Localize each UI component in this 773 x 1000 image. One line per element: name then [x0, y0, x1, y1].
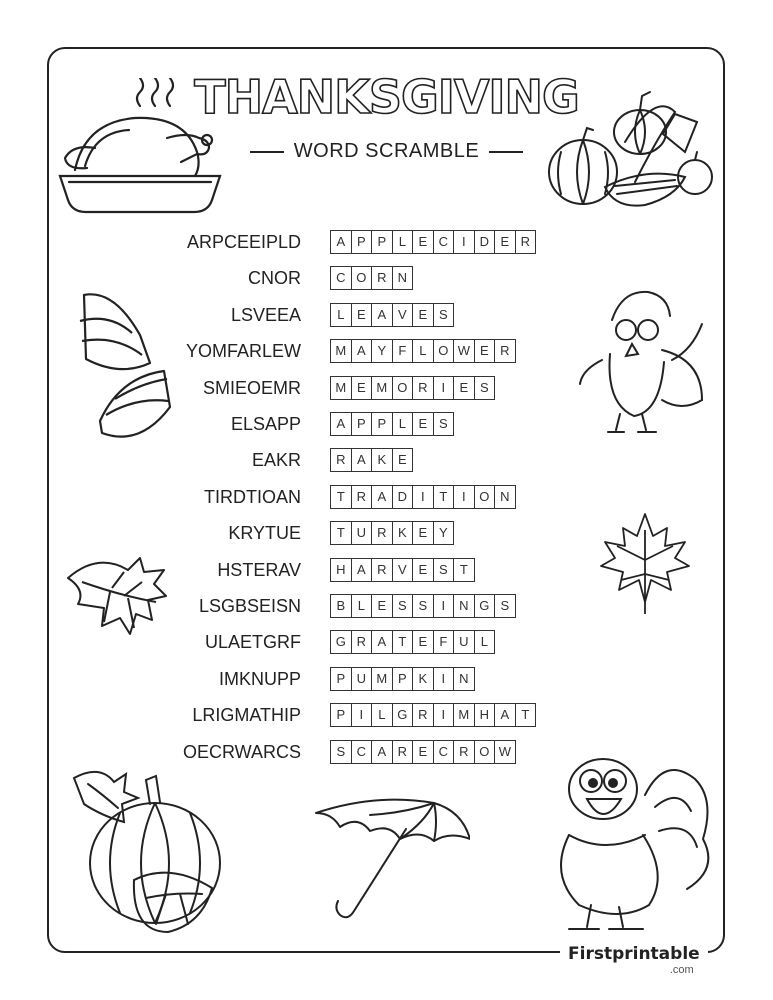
letter-box: K — [371, 448, 393, 472]
letter-box: S — [412, 594, 434, 618]
letter-box: E — [351, 376, 373, 400]
subtitle-dash-right — [489, 151, 523, 153]
letter-box: S — [330, 740, 352, 764]
letter-box: P — [330, 703, 352, 727]
letter-box: I — [351, 703, 373, 727]
puzzle-row — [0, 703, 773, 729]
letter-box: R — [351, 630, 373, 654]
letter-box: I — [453, 230, 475, 254]
letter-box: P — [330, 667, 352, 691]
page-title: THANKSGIVING — [194, 70, 579, 124]
letter-box: F — [392, 339, 414, 363]
scrambled-word: LSGBSEISN — [198, 596, 301, 616]
letter-box: T — [433, 485, 455, 509]
letter-box: S — [494, 594, 516, 618]
letter-box: L — [330, 303, 352, 327]
letter-box: A — [330, 412, 352, 436]
letter-box: T — [453, 558, 475, 582]
letter-box: I — [433, 594, 455, 618]
letter-box: E — [412, 303, 434, 327]
letter-box: P — [351, 412, 373, 436]
letter-box: L — [412, 339, 434, 363]
cartoon-turkey-pilgrim-icon — [572, 280, 712, 440]
letter-box: S — [433, 558, 455, 582]
letter-box: T — [392, 630, 414, 654]
letter-box: C — [330, 266, 352, 290]
letter-box: M — [371, 667, 393, 691]
letter-box: T — [330, 485, 352, 509]
letter-box: N — [494, 485, 516, 509]
letter-box: P — [351, 230, 373, 254]
scrambled-word: ULAETGRF — [204, 632, 301, 653]
letter-box: I — [433, 376, 455, 400]
scrambled-word: ARPCEEIPLD — [186, 232, 301, 252]
letter-box: U — [351, 521, 373, 545]
letter-box: C — [351, 740, 373, 764]
scrambled-word: OECRWARCS — [182, 741, 301, 762]
scrambled-word: IMKNUPP — [218, 668, 301, 689]
roast-turkey-icon — [55, 78, 225, 223]
letter-box: E — [412, 230, 434, 254]
letter-box: R — [371, 266, 393, 290]
letter-box: R — [392, 740, 414, 764]
scrambled-word: TIRDTIOAN — [204, 486, 301, 507]
letter-box: E — [412, 521, 434, 545]
letter-box: D — [474, 230, 496, 254]
letter-box: A — [371, 303, 393, 327]
letter-box: N — [392, 266, 414, 290]
letter-box: R — [412, 703, 434, 727]
answer-boxes — [330, 630, 494, 654]
letter-box: R — [371, 521, 393, 545]
answer-boxes — [330, 594, 515, 618]
letter-box: L — [474, 630, 496, 654]
letter-box: R — [330, 448, 352, 472]
puzzle-row — [0, 230, 773, 256]
letter-box: E — [412, 558, 434, 582]
harvest-pumpkins-corn-icon — [545, 82, 715, 217]
answer-boxes — [330, 667, 474, 691]
candy-corn-icon — [70, 285, 180, 465]
letter-box: E — [412, 412, 434, 436]
letter-box: L — [371, 703, 393, 727]
umbrella-icon — [310, 797, 470, 927]
scrambled-word: CNOR — [248, 268, 301, 289]
letter-box: O — [474, 485, 496, 509]
subtitle-dash-left — [250, 151, 284, 153]
answer-boxes — [330, 303, 453, 327]
letter-box: A — [351, 448, 373, 472]
letter-box: G — [474, 594, 496, 618]
letter-box: R — [412, 376, 434, 400]
letter-box: V — [392, 558, 414, 582]
scrambled-word: SMIEOEMR — [202, 377, 301, 398]
scrambled-word: HSTERAV — [217, 559, 301, 580]
answer-boxes — [330, 339, 515, 363]
scrambled-word: EAKR — [251, 450, 301, 471]
scrambled-word: YOMFARLEW — [185, 341, 301, 362]
letter-box: P — [392, 667, 414, 691]
scrambled-word: KRYTUE — [228, 523, 301, 544]
answer-boxes — [330, 230, 535, 254]
letter-box: A — [494, 703, 516, 727]
letter-box: C — [433, 230, 455, 254]
letter-box: E — [412, 740, 434, 764]
letter-box: T — [515, 703, 537, 727]
maple-leaf-icon — [595, 510, 695, 618]
letter-box: D — [392, 485, 414, 509]
letter-box: S — [433, 412, 455, 436]
letter-box: R — [494, 339, 516, 363]
answer-boxes — [330, 740, 515, 764]
letter-box: L — [392, 230, 414, 254]
letter-box: A — [371, 740, 393, 764]
letter-box: O — [433, 339, 455, 363]
letter-box: N — [453, 667, 475, 691]
letter-box: H — [330, 558, 352, 582]
scrambled-word: LSVEEA — [230, 304, 301, 325]
letter-box: R — [371, 558, 393, 582]
autumn-leaf-icon — [62, 548, 177, 648]
letter-box: I — [433, 703, 455, 727]
letter-box: V — [392, 303, 414, 327]
answer-boxes — [330, 521, 453, 545]
puzzle-row — [0, 667, 773, 693]
letter-box: N — [453, 594, 475, 618]
scrambled-word: LRIGMATHIP — [192, 705, 301, 726]
brand-name: Firstprintable — [568, 944, 700, 964]
letter-box: S — [433, 303, 455, 327]
letter-box: E — [351, 303, 373, 327]
letter-box: E — [412, 630, 434, 654]
letter-box: R — [453, 740, 475, 764]
letter-box: M — [371, 376, 393, 400]
letter-box: M — [330, 339, 352, 363]
letter-box: U — [453, 630, 475, 654]
letter-box: I — [453, 485, 475, 509]
letter-box: K — [412, 667, 434, 691]
letter-box: Y — [371, 339, 393, 363]
letter-box: B — [330, 594, 352, 618]
answer-boxes — [330, 376, 494, 400]
letter-box: E — [474, 339, 496, 363]
letter-box: A — [371, 630, 393, 654]
letter-box: W — [494, 740, 516, 764]
answer-boxes — [330, 485, 515, 509]
letter-box: I — [433, 667, 455, 691]
letter-box: O — [392, 376, 414, 400]
letter-box: R — [351, 485, 373, 509]
letter-box: H — [474, 703, 496, 727]
answer-boxes — [330, 703, 535, 727]
letter-box: Y — [433, 521, 455, 545]
letter-box: E — [494, 230, 516, 254]
letter-box: F — [433, 630, 455, 654]
letter-box: W — [453, 339, 475, 363]
letter-box: S — [392, 594, 414, 618]
letter-box: G — [330, 630, 352, 654]
scrambled-word: ELSAPP — [230, 414, 301, 434]
letter-box: L — [392, 412, 414, 436]
letter-box: A — [371, 485, 393, 509]
answer-boxes — [330, 266, 412, 290]
brand-suffix: .com — [669, 964, 694, 976]
brand-logo — [560, 944, 708, 976]
pumpkin-icon — [70, 768, 230, 938]
answer-boxes — [330, 412, 453, 436]
letter-box: E — [371, 594, 393, 618]
letter-box: E — [453, 376, 475, 400]
letter-box: M — [453, 703, 475, 727]
cartoon-turkey-icon — [547, 755, 722, 940]
letter-box: A — [330, 230, 352, 254]
letter-box: I — [412, 485, 434, 509]
letter-box: U — [351, 667, 373, 691]
letter-box: T — [330, 521, 352, 545]
letter-box: G — [392, 703, 414, 727]
letter-box: O — [474, 740, 496, 764]
letter-box: R — [515, 230, 537, 254]
letter-box: P — [371, 412, 393, 436]
letter-box: O — [351, 266, 373, 290]
letter-box: M — [330, 376, 352, 400]
letter-box: C — [433, 740, 455, 764]
letter-box: A — [351, 339, 373, 363]
subtitle-text: WORD SCRAMBLE — [293, 140, 480, 162]
letter-box: E — [392, 448, 414, 472]
letter-box: P — [371, 230, 393, 254]
letter-box: A — [351, 558, 373, 582]
letter-box: S — [474, 376, 496, 400]
letter-box: L — [351, 594, 373, 618]
answer-boxes — [330, 448, 412, 472]
letter-box: K — [392, 521, 414, 545]
puzzle-row — [0, 485, 773, 511]
answer-boxes — [330, 558, 474, 582]
